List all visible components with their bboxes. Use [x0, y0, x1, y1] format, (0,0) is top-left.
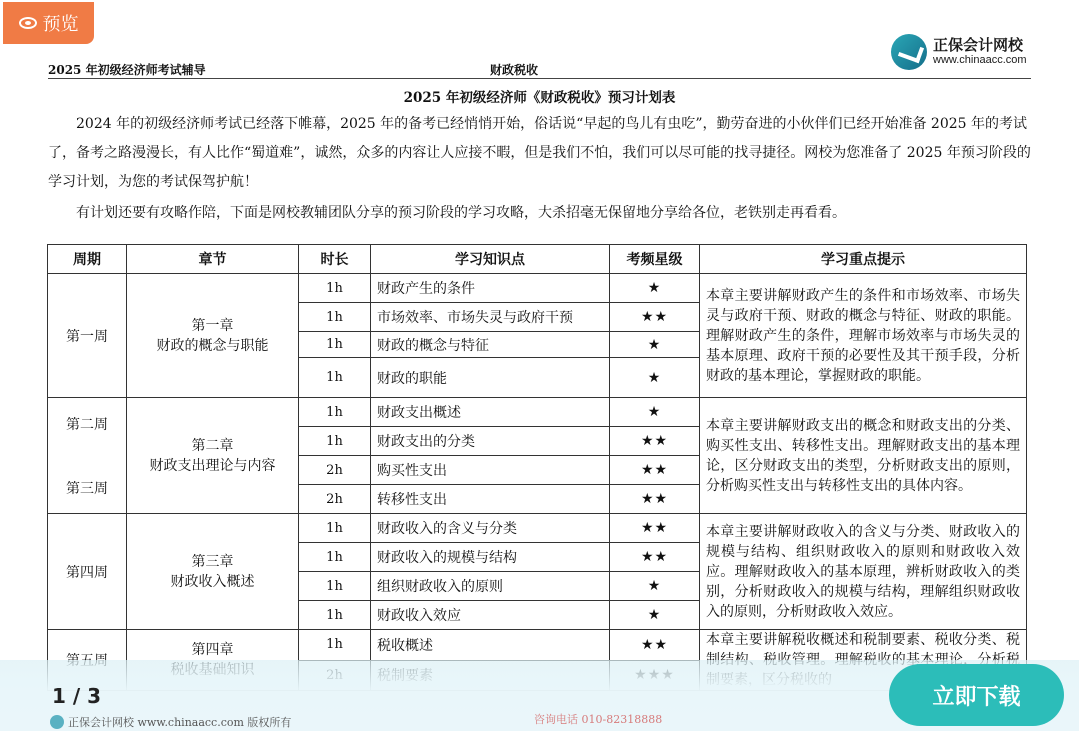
footer-logo-icon [50, 715, 64, 729]
week-label: 第二周 [66, 416, 108, 433]
footer-copyright [50, 714, 291, 730]
knowledge-point-cell: 财政产生的条件 [371, 274, 610, 303]
knowledge-point-cell: 市场效率、市场失灵与政府干预 [371, 303, 610, 332]
knowledge-point-cell: 税收概述 [371, 630, 610, 661]
header-duration: 时长 [299, 245, 371, 274]
star-rating: ★ [610, 572, 700, 601]
header-knowledge-point: 学习知识点 [371, 245, 610, 274]
star-rating: ★★ [610, 456, 700, 485]
header-frequency: 考频星级 [610, 245, 700, 274]
star-rating: ★ [610, 601, 700, 630]
star-rating: ★ [610, 274, 700, 303]
logo-name: 正保会计网校 [933, 36, 1024, 55]
key-tips-cell: 本章主要讲解财政支出的概念和财政支出的分类、购买性支出、转移性支出。理解财政支出的基本理论，区分财政支出的类型，分析财政支出的原则，分析购买性支出与转移性支出的具体内容。 [700, 398, 1027, 514]
star-rating: ★★ [610, 303, 700, 332]
duration-cell: 1h [299, 303, 371, 332]
duration-cell: 2h [299, 485, 371, 514]
chapter-title: 财政支出理论与内容 [149, 457, 276, 474]
footer-phone: 咨询电话 010-82318888 [534, 713, 663, 726]
star-rating: ★★ [610, 427, 700, 456]
header-chapter: 章节 [127, 245, 299, 274]
preview-badge[interactable] [3, 2, 94, 44]
duration-cell: 1h [299, 514, 371, 543]
chapter-title: 财政的概念与职能 [156, 337, 269, 354]
chinaacc-logo [891, 34, 1027, 70]
header-key-tips: 学习重点提示 [700, 245, 1027, 274]
star-rating: ★ [610, 332, 700, 358]
knowledge-point-cell: 财政收入效应 [371, 601, 610, 630]
knowledge-point-cell: 财政支出概述 [371, 398, 610, 427]
intro-paragraph: 2024 年的初级经济师考试已经落下帷幕，2025 年的备考已经悄悄开始，俗话说“早起的鸟儿有虫吃”，勤劳奋进的小伙伴们已经开始准备 2025 年的考试了，备考之路漫漫长，有人比作“蜀道难”，诚然，众多的内容让人应接不暇，但是我们不怕，我们可以尽可能的找寻捷径。网校为您准备了 2025 年预习阶段的学习计划，为您的考试保驾护航！ [48, 116, 1031, 190]
document-title: 2025 年初级经济师《财政税收》预习计划表 [403, 90, 676, 106]
knowledge-point-cell: 购买性支出 [371, 456, 610, 485]
star-rating: ★★ [610, 485, 700, 514]
preview-label: 预览 [42, 14, 79, 35]
week-label: 第三周 [66, 480, 108, 497]
chapter-cell [127, 398, 299, 514]
duration-cell: 2h [299, 456, 371, 485]
logo-url: www.chinaacc.com [933, 54, 1027, 67]
download-button[interactable]: 立即下载 [889, 664, 1064, 726]
header-divider [48, 78, 1031, 79]
knowledge-point-cell: 转移性支出 [371, 485, 610, 514]
chapter-title: 财政收入概述 [170, 573, 255, 590]
chapter-number: 第三章 [191, 553, 234, 570]
duration-cell: 1h [299, 332, 371, 358]
duration-cell: 1h [299, 398, 371, 427]
knowledge-point-cell: 财政的概念与特征 [371, 332, 610, 358]
duration-cell: 1h [299, 274, 371, 303]
duration-cell: 1h [299, 358, 371, 398]
star-rating: ★ [610, 398, 700, 427]
duration-cell: 1h [299, 630, 371, 661]
chapter-number: 第二章 [191, 437, 234, 454]
chapter-cell [127, 514, 299, 630]
chapter-number: 第一章 [191, 317, 234, 334]
eye-icon [19, 17, 37, 29]
duration-cell: 1h [299, 572, 371, 601]
strategy-paragraph: 有计划还要有攻略作陪，下面是网校教辅团队分享的预习阶段的学习攻略，大杀招毫无保留地分享给各位，老铁别走再看看。 [76, 205, 846, 221]
key-tips-cell: 本章主要讲解财政收入的含义与分类、财政收入的规模与结构、组织财政收入的原则和财政收入效应。理解财政收入的基本原理，辨析财政收入的类别，分析财政收入的规模与结构，理解组织财政收入的原则，分析财政收入效应。 [700, 514, 1027, 630]
star-rating: ★★ [610, 514, 700, 543]
footer-copyright-text: 正保会计网校 www.chinaacc.com 版权所有 [68, 716, 292, 729]
duration-cell: 1h [299, 601, 371, 630]
page-indicator: 1 / 3 [52, 684, 102, 708]
knowledge-point-cell: 财政的职能 [371, 358, 610, 398]
key-tips-cell: 本章主要讲解税收概述和税制要素、税收分类、税 [700, 630, 1027, 691]
knowledge-point-cell: 财政收入的规模与结构 [371, 543, 610, 572]
table-row [48, 274, 1027, 303]
chapter-cell [127, 274, 299, 398]
logo-mark-icon [891, 34, 927, 70]
table-row [48, 630, 1027, 661]
study-plan-table [47, 244, 1027, 691]
doc-header-course: 2025 年初级经济师考试辅导 [48, 63, 206, 77]
week-cell [48, 398, 127, 514]
table-row [48, 398, 1027, 427]
chapter-number: 第四章 [191, 642, 234, 658]
header-week: 周期 [48, 245, 127, 274]
duration-cell: 1h [299, 427, 371, 456]
knowledge-point-cell: 组织财政收入的原则 [371, 572, 610, 601]
doc-header-subject: 财政税收 [490, 63, 539, 77]
week-cell: 第四周 [48, 514, 127, 630]
duration-cell: 1h [299, 543, 371, 572]
table-row [48, 514, 1027, 543]
star-rating: ★ [610, 358, 700, 398]
star-rating: ★★ [610, 630, 700, 661]
key-tips-cell: 本章主要讲解财政产生的条件和市场效率、市场失灵与政府干预、财政的概念与特征、财政的职能。理解财政产生的条件，理解市场效率与市场失灵的基本原理、政府干预的必要性及其干预手段，分析财政的基本理论，掌握财政的职能。 [700, 274, 1027, 398]
table-header-row [48, 245, 1027, 274]
star-rating: ★★ [610, 543, 700, 572]
week-cell: 第一周 [48, 274, 127, 398]
knowledge-point-cell: 财政收入的含义与分类 [371, 514, 610, 543]
knowledge-point-cell: 财政支出的分类 [371, 427, 610, 456]
